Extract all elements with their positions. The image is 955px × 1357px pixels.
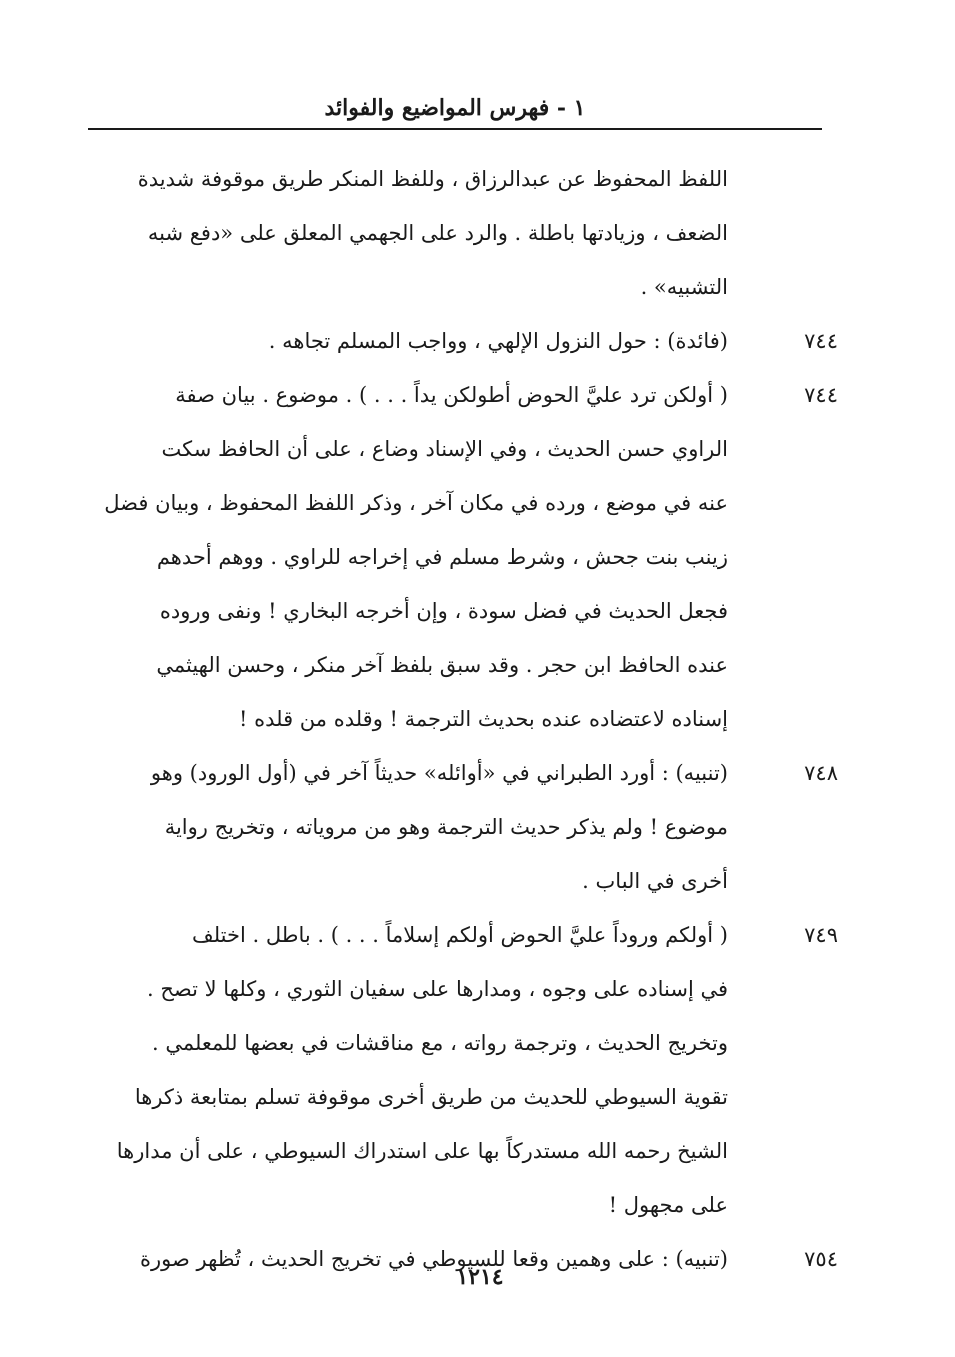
entry-line: في إسناده على وجوه ، ومدارها على سفيان الثوري ، وكلها لا تصح . [146,977,728,1001]
entry-line: إسناده لاعتضاده عنده بحديث الترجمة ! وقلده من قلده ! [238,707,728,731]
entry-line: أخرى في الباب . [582,869,728,893]
header-rule [88,128,822,130]
page-number: ١٢١٤ [456,1264,504,1290]
entry-page-number: ٧٤٩ [804,923,838,947]
entry-page-number: ٧٤٤ [804,329,838,353]
entry-line: التشبيه» . [640,275,728,299]
entry-page-number: ٧٥٤ [804,1247,838,1271]
entry-line: عنده الحافظ ابن حجر . وقد سبق بلفظ آخر منكر ، وحسن الهيثمي [156,653,728,677]
entry-line: الضعف ، وزيادتها باطلة . والرد على الجهمي المعلق على «دفع شبه [147,221,728,245]
index-body [100,152,838,1286]
index-entry [100,152,728,314]
index-entry [100,746,838,908]
running-header: ١ - فهرس المواضيع والفوائد [324,95,586,121]
entry-line: وتخريج الحديث ، وترجمة رواته ، مع مناقشات في بعضها للمعلمي . [151,1031,728,1055]
index-entry [100,314,838,368]
entry-line: تقوية السيوطي للحديث من طريق أخرى موقوفة تسلم بمتابعة ذكرها [134,1085,728,1109]
entry-line: (تنبيه) : على وهمين وقعا للسيوطي في تخريج الحديث ، تُظهر صورة [139,1247,728,1271]
entry-line: زينب بنت جحش ، وشرط مسلم في إخراجه للراوي . ووهم أحدهم [156,545,728,569]
entry-line: عنه في موضع ، ورده في مكان آخر ، وذكر اللفظ المحفوظ ، وبيان فضل [104,491,728,515]
entry-line: ( أولكم وروداً عليَّ الحوض أولكم إسلاماً . . . ) . باطل . اختلف [191,923,728,947]
index-entry [100,908,838,1232]
entry-line: (تنبيه) : أورد الطبراني في «أوائله» حديثاً آخر في (أول الورود) وهو [150,761,728,785]
entry-page-number: ٧٤٨ [804,761,838,785]
entry-line: فجعل الحديث في فضل سودة ، وإن أخرجه البخاري ! ونفى وروده [159,599,728,623]
entry-line: الشيخ رحمه الله مستدركاً بها على استدراك السيوطي ، على أن مدارها [116,1139,728,1163]
entry-line: الراوي حسن الحديث ، وفي الإسناد وضاع ، على أن الحافظ سكت [161,437,728,461]
entry-line: ( أولكن ترد عليَّ الحوض أطولكن يداً . . . ) . موضوع . بيان صفة [175,383,728,407]
entry-line: على مجهول ! [608,1193,728,1217]
entry-page-number: ٧٤٤ [804,383,838,407]
entry-line: اللفظ المحفوظ عن عبدالرزاق ، وللفظ المنكر طريق موقوفة شديدة [137,167,728,191]
entry-line: (فائدة) : حول النزول الإلهي ، وواجب المسلم تجاهه . [268,329,728,353]
index-entry [100,368,838,746]
entry-line: موضوع ! ولم يذكر حديث الترجمة وهو من مروياته ، وتخريج رواية [164,815,728,839]
